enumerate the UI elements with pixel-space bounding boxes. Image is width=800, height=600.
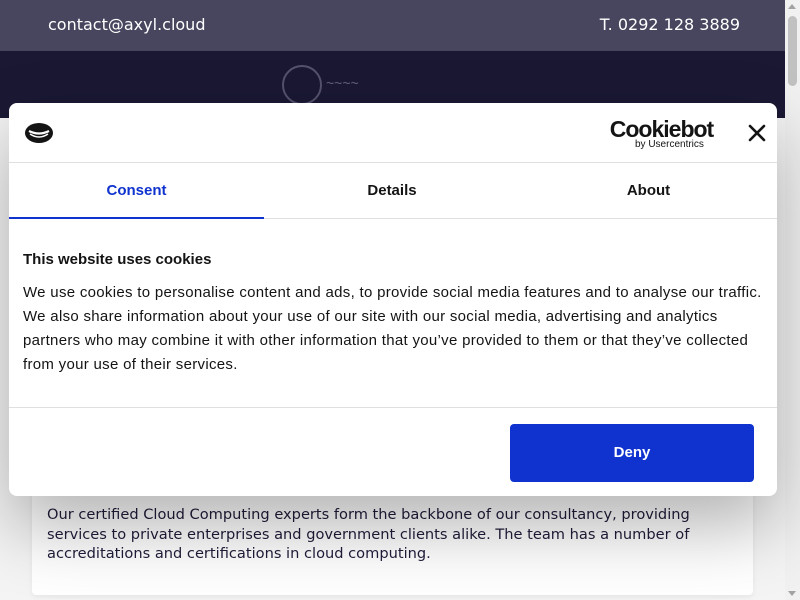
logo-mark bbox=[282, 65, 322, 105]
dialog-tabs bbox=[9, 163, 777, 219]
deny-button[interactable]: Deny bbox=[510, 424, 754, 482]
dialog-footer bbox=[9, 407, 777, 496]
tab-about[interactable]: About bbox=[626, 182, 671, 199]
cookiebot-logo[interactable] bbox=[609, 117, 714, 151]
contact-phone-link[interactable]: T. 0292 128 3889 bbox=[599, 15, 740, 34]
scroll-down-arrow-icon[interactable] bbox=[788, 591, 796, 596]
cookie-icon bbox=[24, 122, 54, 144]
close-icon[interactable] bbox=[746, 122, 768, 144]
dialog-header bbox=[9, 103, 777, 163]
tab-consent[interactable]: Consent bbox=[9, 163, 264, 219]
top-contact-bar bbox=[0, 0, 785, 51]
dialog-body bbox=[23, 251, 763, 377]
logo-wordmark: ~~~~ bbox=[326, 75, 359, 91]
cookie-consent-dialog bbox=[9, 103, 777, 496]
tab-details[interactable]: Details bbox=[367, 182, 417, 199]
site-logo[interactable] bbox=[280, 63, 390, 107]
contact-email-link[interactable]: contact@axyl.cloud bbox=[48, 15, 206, 34]
scroll-up-arrow-icon[interactable] bbox=[788, 4, 796, 9]
dialog-description: We use cookies to personalise content and ads, to provide social media features and to analyse our traffic. We also share information about your use of our site with our social media, advertising and analytics partners who may combine it with other information that you’ve provided to them or that they’ve collected from your use of their services. bbox=[23, 284, 762, 373]
cookiebot-wordmark: Cookiebot bbox=[609, 116, 714, 142]
content-paragraph: Our certified Cloud Computing experts form the backbone of our consultancy, providing services to private enterprises and government clients alike. The team has a number of accreditations and certifications in cloud computing. bbox=[47, 506, 690, 563]
dialog-title: This website uses cookies bbox=[23, 251, 212, 268]
scrollbar-thumb[interactable] bbox=[788, 16, 797, 86]
page-scrollbar[interactable] bbox=[785, 0, 800, 600]
cookiebot-subtitle: by Usercentrics bbox=[635, 139, 704, 150]
